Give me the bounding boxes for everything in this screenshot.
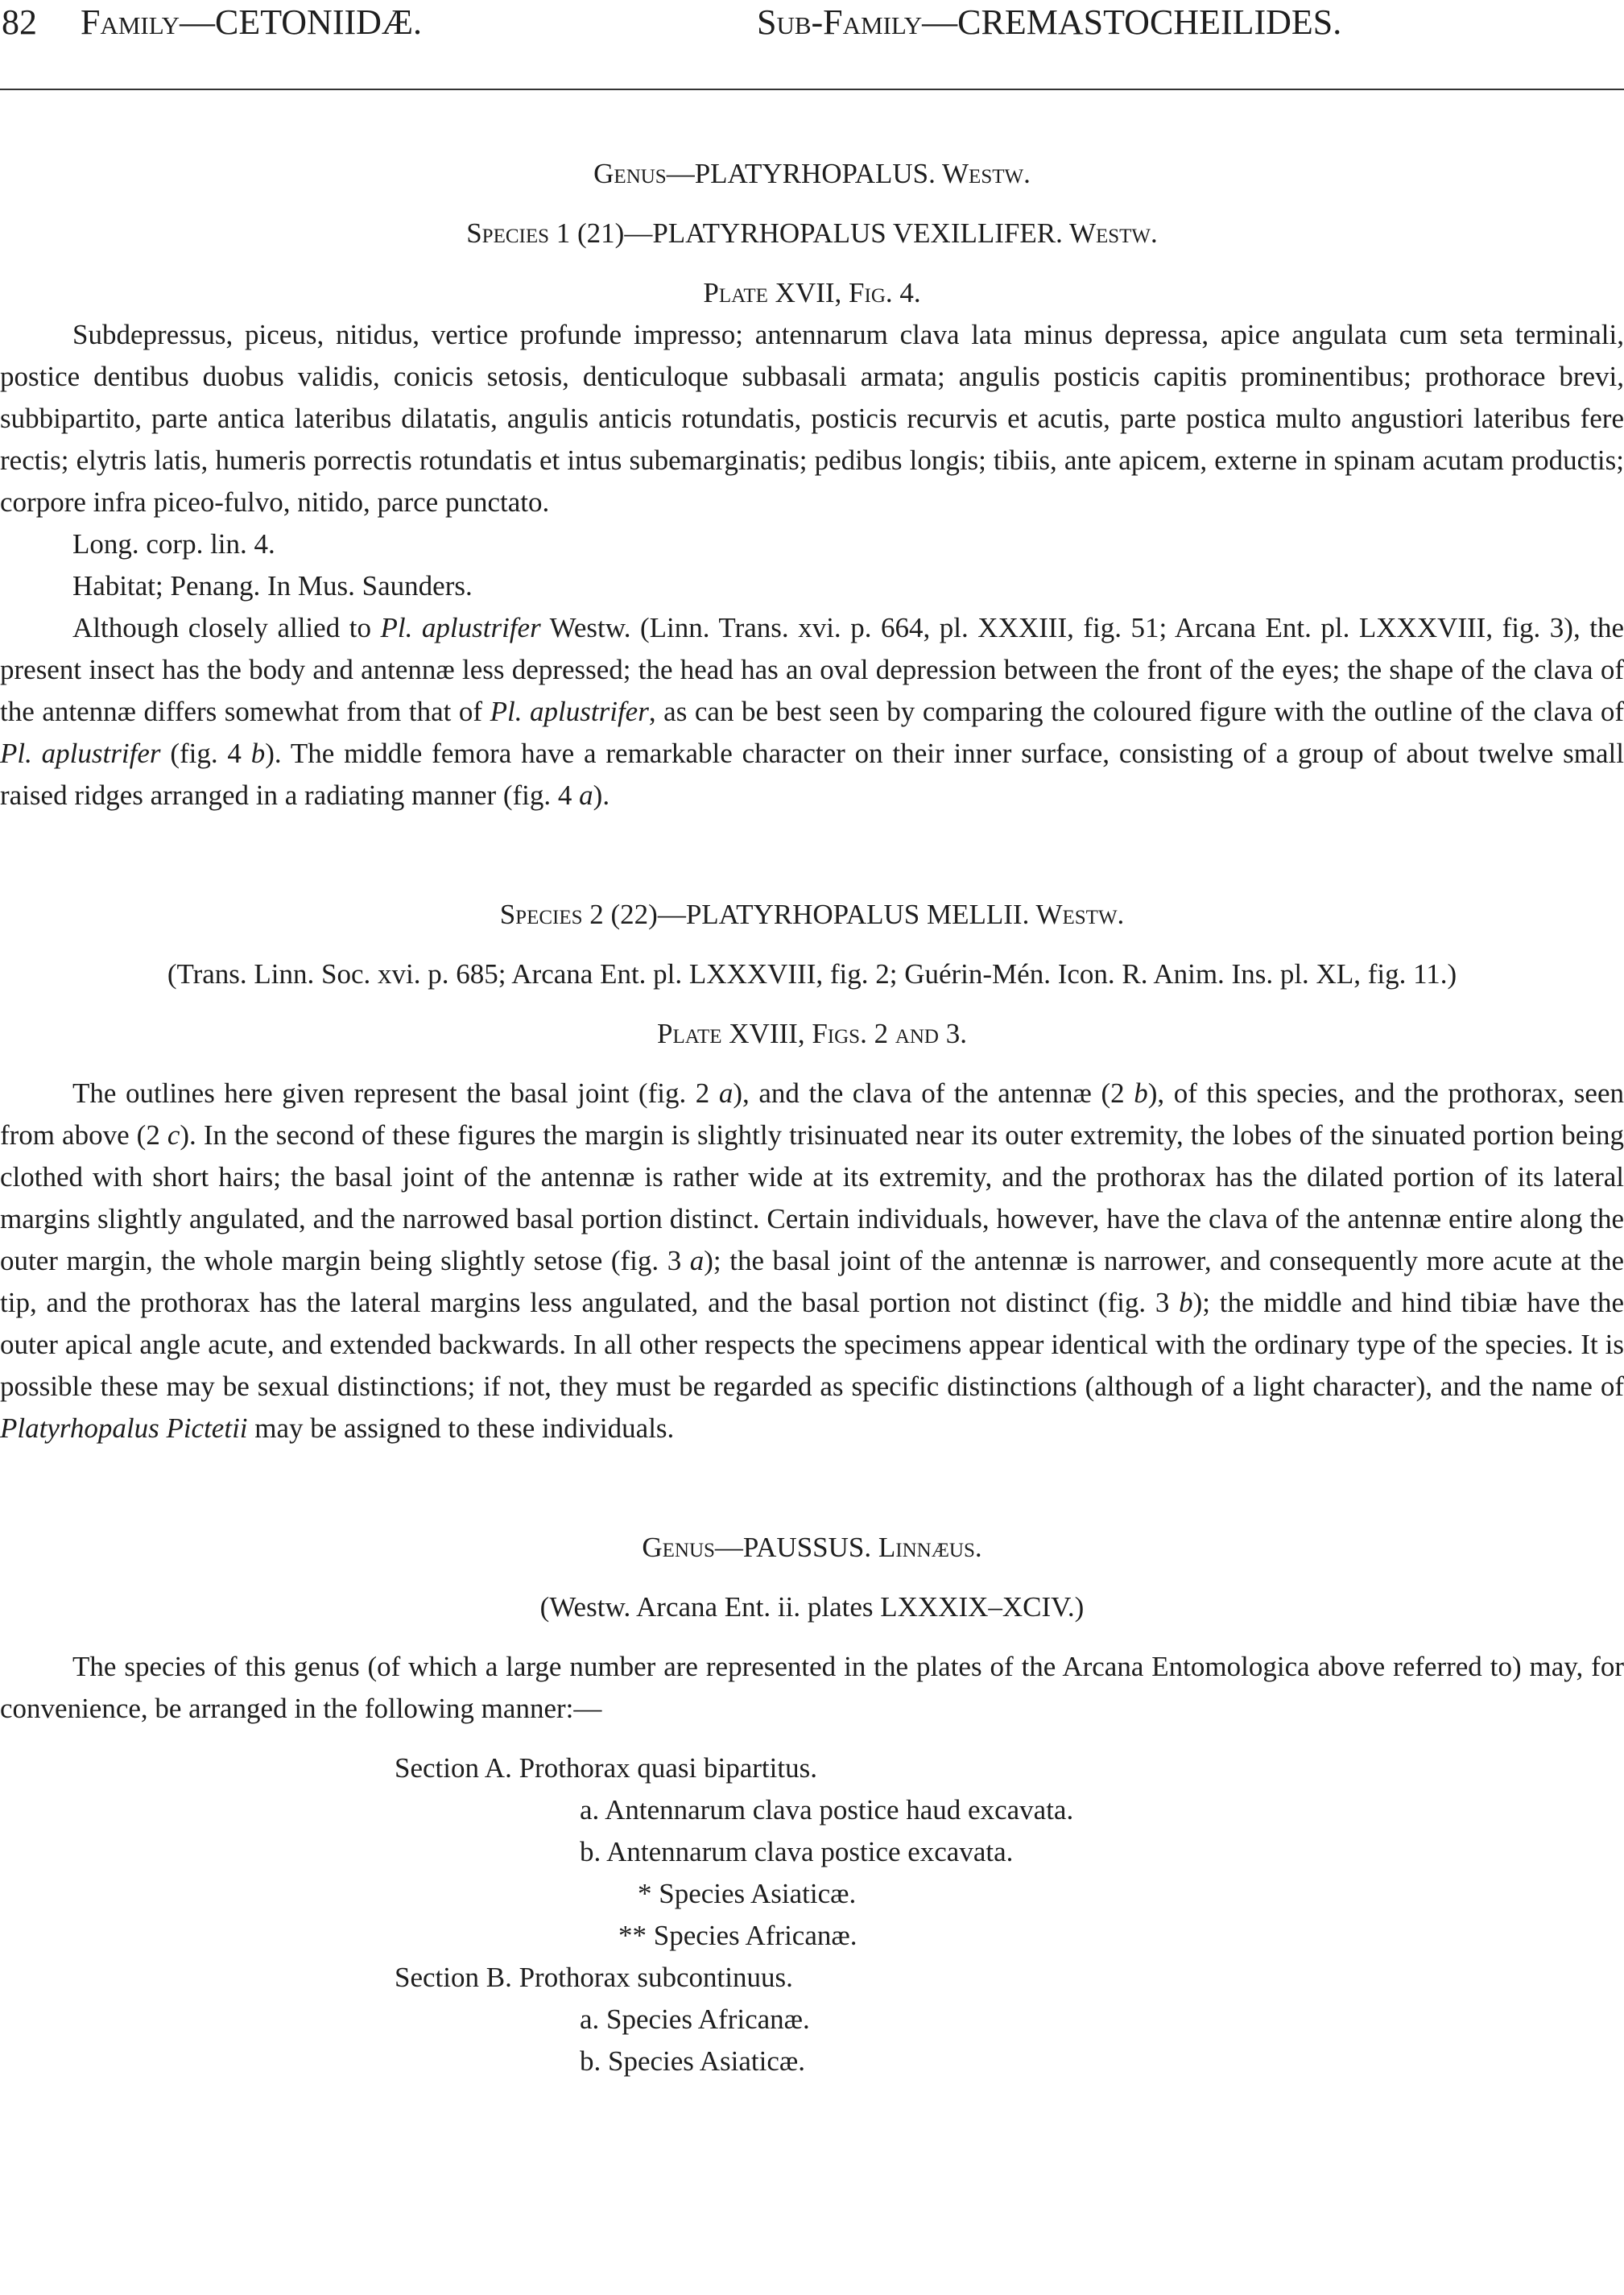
mellii-description: The outlines here given represent the basal joint (fig. 2 a), and the clava of the antennæ (2 b), of this species, and the prothorax, seen from above (2 c). In the second of these figures the margin is slightly trisinuated near its outer extremity, the lobes of the sinuated portion being clothed with short hairs; the basal joint of the antennæ is rather wide at its extremity, and the prothorax has the dilated portion of its lateral margins slightly angulated, and the narrowed basal portion distinct. Certain individuals, however, have the clava of the antennæ entire along the outer margin, the whole margin being slightly setose (fig. 3 a); the basal joint of the antennæ is narrower, and consequently more acute at the tip, and the prothorax has the lateral margins less angulated, and the basal portion not distinct (fig. 3 b); the middle and hind tibiæ have the outer apical angle acute, and extended backwards. In all other respects the specimens appear identical with the ordinary type of the species. It is possible these may be sexual distinctions; if not, they must be regarded as specific distinctions (although of a light character), and the name of Platyrhopalus Pictetii may be assigned to these individuals. [0,1077,1624,1444]
outline-item-star2: ** Species Africanæ. [618,1920,857,1951]
plate-reference-mellii: Plate XVIII, Figs. 2 and 3. [657,1018,967,1049]
paussus-intro: The species of this genus (of which a large number are represented in the plates of the Arcana Entomologica above referred to) may, for convenience, be arranged in the following manner:— [0,1651,1624,1724]
family-heading: Family—CETONIIDÆ. [81,2,423,42]
subfamily-heading: Sub-Family—CREMASTOCHEILIDES. [757,2,1342,42]
outline-section-a: Section A. Prothorax quasi bipartitus. [395,1752,817,1784]
header-rule [0,89,1624,90]
species-heading-mellii: Species 2 (22)—PLATYRHOPALUS MELLII. Westw. [499,899,1125,930]
genus-heading-platyrhopalus: Genus—PLATYRHOPALUS. Westw. [593,158,1031,189]
species-outline [0,1747,1624,2082]
plate-reference-vexillifer: Plate XVII, Fig. 4. [703,277,921,308]
species-heading-vexillifer: Species 1 (21)—PLATYRHOPALUS VEXILLIFER. Westw. [466,217,1158,249]
vexillifer-remarks: Although closely allied to Pl. aplustrifer Westw. (Linn. Trans. xvi. p. 664, pl. XXXIII, fig. 51; Arcana Ent. pl. LXXXVIII, fig. 3), the present insect has the body and antennæ less depressed; the head has an oval depression between the front of the eyes; the shape of the clava of the antennæ differs somewhat from that of Pl. aplustrifer, as can be best seen by comparing the coloured figure with the outline of the clava of Pl. aplustrifer (fig. 4 b). The middle femora have a remarkable character on their inner surface, consisting of a group of about twelve small raised ridges arranged in a radiating manner (fig. 4 a). [0,612,1624,811]
habitat-note: Habitat; Penang. In Mus. Saunders. [72,570,473,602]
page-body [0,153,1624,2082]
length-note: Long. corp. lin. 4. [72,528,275,560]
outline-item-star1: * Species Asiaticæ. [638,1878,857,1909]
page-number: 82 [2,2,37,42]
outline-item-a1: a. Antennarum clava postice haud excavata. [580,1794,1074,1826]
latin-description: Subdepressus, piceus, nitidus, vertice profunde impresso; antennarum clava lata minus depressa, apice angulata cum seta terminali, postice dentibus duobus validis, conicis setosis, denticuloque subbasali armata; angulis posticis capitis prominentibus; prothorace brevi, subbipartito, parte antica lateribus dilatatis, angulis anticis rotundatis, posticis recurvis et acutis, parte postica multo angustiori lateribus fere rectis; elytris latis, humeris porrectis rotundatis et intus subemarginatis; pedibus longis; tibiis, ante apicem, externe in spinam acutam productis; corpore infra piceo-fulvo, nitido, parce punctato. [0,319,1624,518]
outline-item-b1: b. Antennarum clava postice excavata. [580,1836,1014,1867]
outline-section-b: Section B. Prothorax subcontinuus. [395,1962,793,1993]
outline-item-b2: b. Species Asiaticæ. [580,2045,805,2077]
paussus-references: (Westw. Arcana Ent. ii. plates LXXXIX–XCIV.) [539,1591,1085,1623]
outline-item-a2: a. Species Africanæ. [580,2003,810,2035]
running-head [0,0,1624,48]
mellii-references: (Trans. Linn. Soc. xvi. p. 685; Arcana Ent. pl. LXXXVIII, fig. 2; Guérin-Mén. Icon. R. Anim. Ins. pl. XL, fig. 11.) [167,958,1457,990]
genus-heading-paussus: Genus—PAUSSUS. Linnæus. [642,1532,982,1563]
